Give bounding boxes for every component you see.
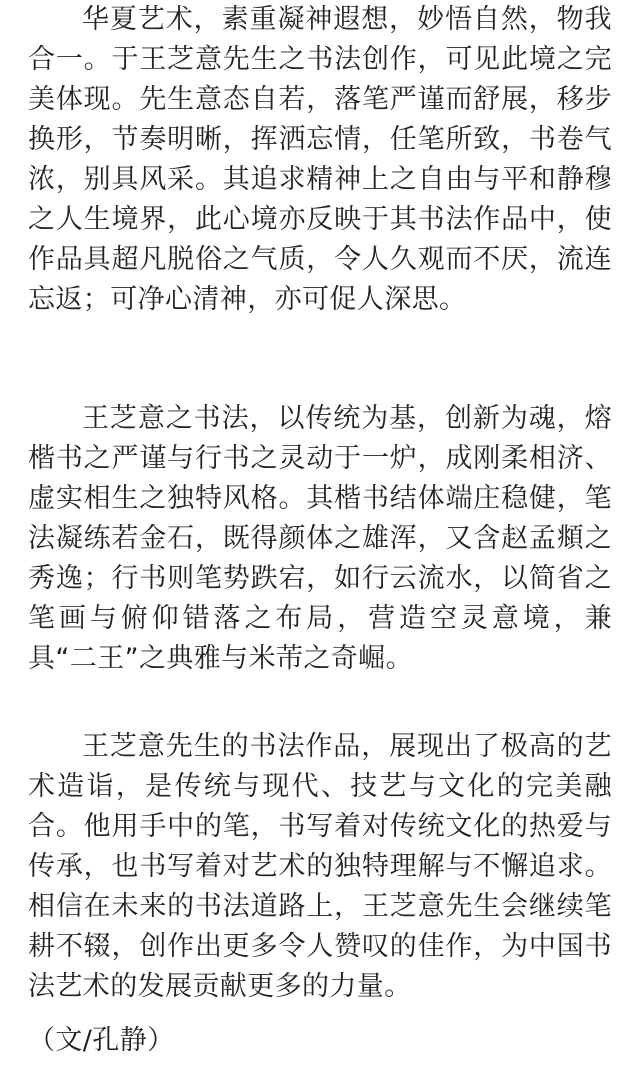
paragraph-1: 华夏艺术，素重凝神遐想，妙悟自然，物我合一。于王芝意先生之书法创作，可见此境之完美体现。先生意态自若，落笔严谨而舒展，移步换形，节奏明晰，挥洒忘情，任笔所致，书卷气浓，别具风采。其追求精神上之自由与平和静穆之人生境界，此心境亦反映于其书法作品中，使作品具超凡脱俗之气质，令人久观而不厌，流连忘返；可净心清神，亦可促人深思。: [28, 4, 612, 315]
paragraph-3: 王芝意先生的书法作品，展现出了极高的艺术造诣，是传统与现代、技艺与文化的完美融合。他用手中的笔，书写着对传统文化的热爱与传承，也书写着对艺术的独特理解与不懈追求。相信在未来的书法道路上，王芝意先生会继续笔耕不辍，创作出更多令人赞叹的佳作，为中国书法艺术的发展贡献更多的力量。: [28, 731, 612, 1002]
author-byline: （文/孔静）: [28, 1025, 175, 1056]
paragraph-2: 王芝意之书法，以传统为基，创新为魂，熔楷书之严谨与行书之灵动于一炉，成刚柔相济、虚实相生之独特风格。其楷书结体端庄稳健，笔法凝练若金石，既得颜体之雄浑，又含赵孟頫之秀逸；行书则笔势跌宕，如行云流水，以简省之笔画与俯仰错落之布局，营造空灵意境，兼具“二王”之典雅与米芾之奇崛。: [28, 403, 612, 674]
